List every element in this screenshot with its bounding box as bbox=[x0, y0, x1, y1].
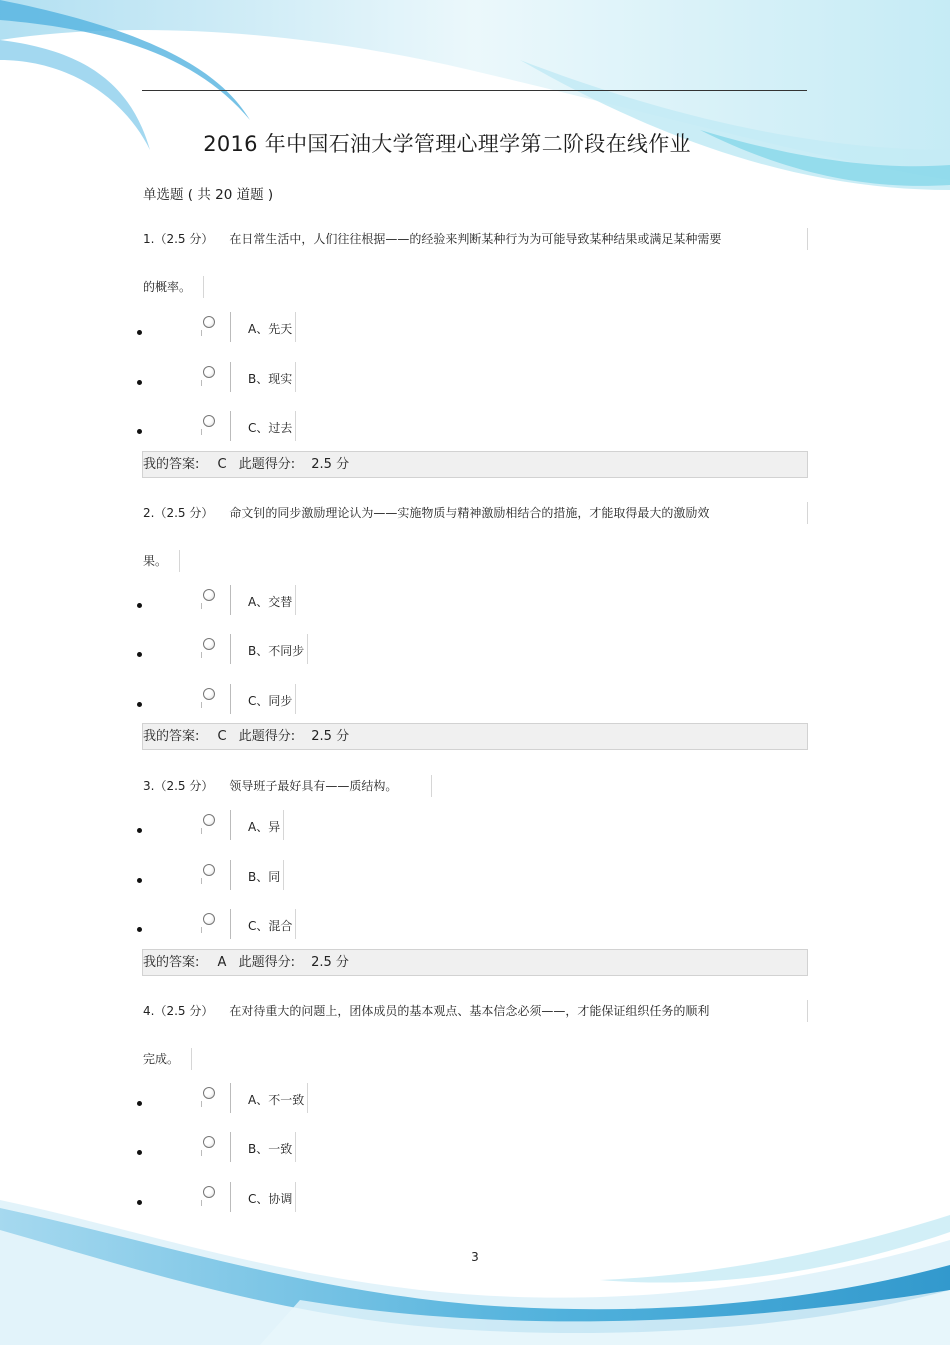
bullet-icon bbox=[137, 1150, 142, 1155]
question-1-continuation: 的概率。 bbox=[143, 276, 204, 298]
question-1-text bbox=[143, 228, 808, 250]
question-2-number: 2.（2.5 分） bbox=[143, 506, 214, 520]
answer-label: 我的答案: bbox=[143, 729, 200, 744]
question-3-option-c[interactable] bbox=[0, 909, 950, 943]
option-label: C、混合 bbox=[230, 909, 296, 939]
option-label: C、协调 bbox=[230, 1182, 296, 1212]
page-title: 2016 年中国石油大学管理心理学第二阶段在线作业 bbox=[203, 132, 691, 156]
question-2-option-a[interactable] bbox=[0, 585, 950, 619]
answer-label: 我的答案: bbox=[143, 457, 200, 472]
bullet-icon bbox=[137, 1101, 142, 1106]
answer-value: C bbox=[217, 457, 227, 472]
radio-button-icon[interactable] bbox=[203, 913, 215, 925]
question-4-option-b[interactable] bbox=[0, 1132, 950, 1166]
question-2-option-c[interactable] bbox=[0, 684, 950, 718]
answer-value: A bbox=[217, 955, 227, 970]
header-rule bbox=[142, 90, 807, 91]
radio-button-icon[interactable] bbox=[203, 688, 215, 700]
option-label: A、交替 bbox=[230, 585, 296, 615]
option-label: B、一致 bbox=[230, 1132, 296, 1162]
radio-cell-border bbox=[201, 429, 202, 435]
radio-button-icon[interactable] bbox=[203, 638, 215, 650]
option-label: B、同 bbox=[230, 860, 284, 890]
radio-cell-border bbox=[201, 1101, 202, 1107]
score-label: 此题得分: bbox=[238, 457, 296, 472]
score-value: 2.5 分 bbox=[311, 457, 350, 472]
bullet-icon bbox=[137, 652, 142, 657]
bullet-icon bbox=[137, 330, 142, 335]
question-3-number: 3.（2.5 分） bbox=[143, 779, 214, 793]
bullet-icon bbox=[137, 1200, 142, 1205]
option-label: C、过去 bbox=[230, 411, 296, 441]
radio-button-icon[interactable] bbox=[203, 1087, 215, 1099]
radio-button-icon[interactable] bbox=[203, 814, 215, 826]
question-1-option-a[interactable] bbox=[0, 312, 950, 346]
radio-cell-border bbox=[201, 330, 202, 336]
question-4-text bbox=[143, 1000, 808, 1022]
question-1-number: 1.（2.5 分） bbox=[143, 232, 214, 246]
question-3-body: 领导班子最好具有——质结构。 bbox=[229, 779, 398, 793]
question-4-number: 4.（2.5 分） bbox=[143, 1004, 214, 1018]
radio-button-icon[interactable] bbox=[203, 415, 215, 427]
question-1-option-b[interactable] bbox=[0, 362, 950, 396]
question-4-body: 在对待重大的问题上，团体成员的基本观点、基本信念必须——，才能保证组织任务的顺利 bbox=[229, 1004, 710, 1018]
question-3-answer-bar bbox=[142, 949, 808, 976]
question-3-option-a[interactable] bbox=[0, 810, 950, 844]
radio-cell-border bbox=[201, 652, 202, 658]
radio-cell-border bbox=[201, 828, 202, 834]
question-1-body: 在日常生活中，人们往往根据——的经验来判断某种行为为可能导致某种结果或满足某种需要 bbox=[229, 232, 722, 246]
question-2-continuation: 果。 bbox=[143, 550, 180, 572]
option-label: C、同步 bbox=[230, 684, 296, 714]
question-4-option-c[interactable] bbox=[0, 1182, 950, 1216]
question-2-option-b[interactable] bbox=[0, 634, 950, 668]
radio-button-icon[interactable] bbox=[203, 1186, 215, 1198]
radio-button-icon[interactable] bbox=[203, 864, 215, 876]
question-4-continuation: 完成。 bbox=[143, 1048, 192, 1070]
radio-button-icon[interactable] bbox=[203, 1136, 215, 1148]
radio-cell-border bbox=[201, 702, 202, 708]
score-label: 此题得分: bbox=[238, 955, 295, 970]
score-value: 2.5 分 bbox=[311, 955, 349, 970]
question-2-answer-bar bbox=[142, 723, 808, 750]
radio-cell-border bbox=[201, 878, 202, 884]
radio-cell-border bbox=[201, 380, 202, 386]
radio-cell-border bbox=[201, 927, 202, 933]
question-2-body: 命文钊的同步激励理论认为——实施物质与精神激励相结合的措施，才能取得最大的激励效 bbox=[229, 506, 710, 520]
option-label: A、不一致 bbox=[230, 1083, 308, 1113]
radio-button-icon[interactable] bbox=[203, 366, 215, 378]
score-value: 2.5 分 bbox=[311, 729, 350, 744]
option-label: B、不同步 bbox=[230, 634, 308, 664]
bullet-icon bbox=[137, 702, 142, 707]
radio-button-icon[interactable] bbox=[203, 589, 215, 601]
question-2-text bbox=[143, 502, 808, 524]
bullet-icon bbox=[137, 828, 142, 833]
radio-cell-border bbox=[201, 1150, 202, 1156]
bullet-icon bbox=[137, 878, 142, 883]
radio-cell-border bbox=[201, 603, 202, 609]
option-label: B、现实 bbox=[230, 362, 296, 392]
section-heading: 单选题 ( 共 20 道题 ) bbox=[143, 187, 274, 203]
radio-button-icon[interactable] bbox=[203, 316, 215, 328]
score-label: 此题得分: bbox=[238, 729, 296, 744]
question-3-text bbox=[143, 775, 432, 797]
bullet-icon bbox=[137, 429, 142, 434]
question-1-answer-bar bbox=[142, 451, 808, 478]
page-number: 3 bbox=[471, 1250, 479, 1264]
bullet-icon bbox=[137, 380, 142, 385]
option-label: A、异 bbox=[230, 810, 284, 840]
bullet-icon bbox=[137, 603, 142, 608]
radio-cell-border bbox=[201, 1200, 202, 1206]
bullet-icon bbox=[137, 927, 142, 932]
answer-label: 我的答案: bbox=[143, 955, 200, 970]
question-3-option-b[interactable] bbox=[0, 860, 950, 894]
question-1-option-c[interactable] bbox=[0, 411, 950, 445]
question-4-option-a[interactable] bbox=[0, 1083, 950, 1117]
answer-value: C bbox=[217, 729, 227, 744]
option-label: A、先天 bbox=[230, 312, 296, 342]
